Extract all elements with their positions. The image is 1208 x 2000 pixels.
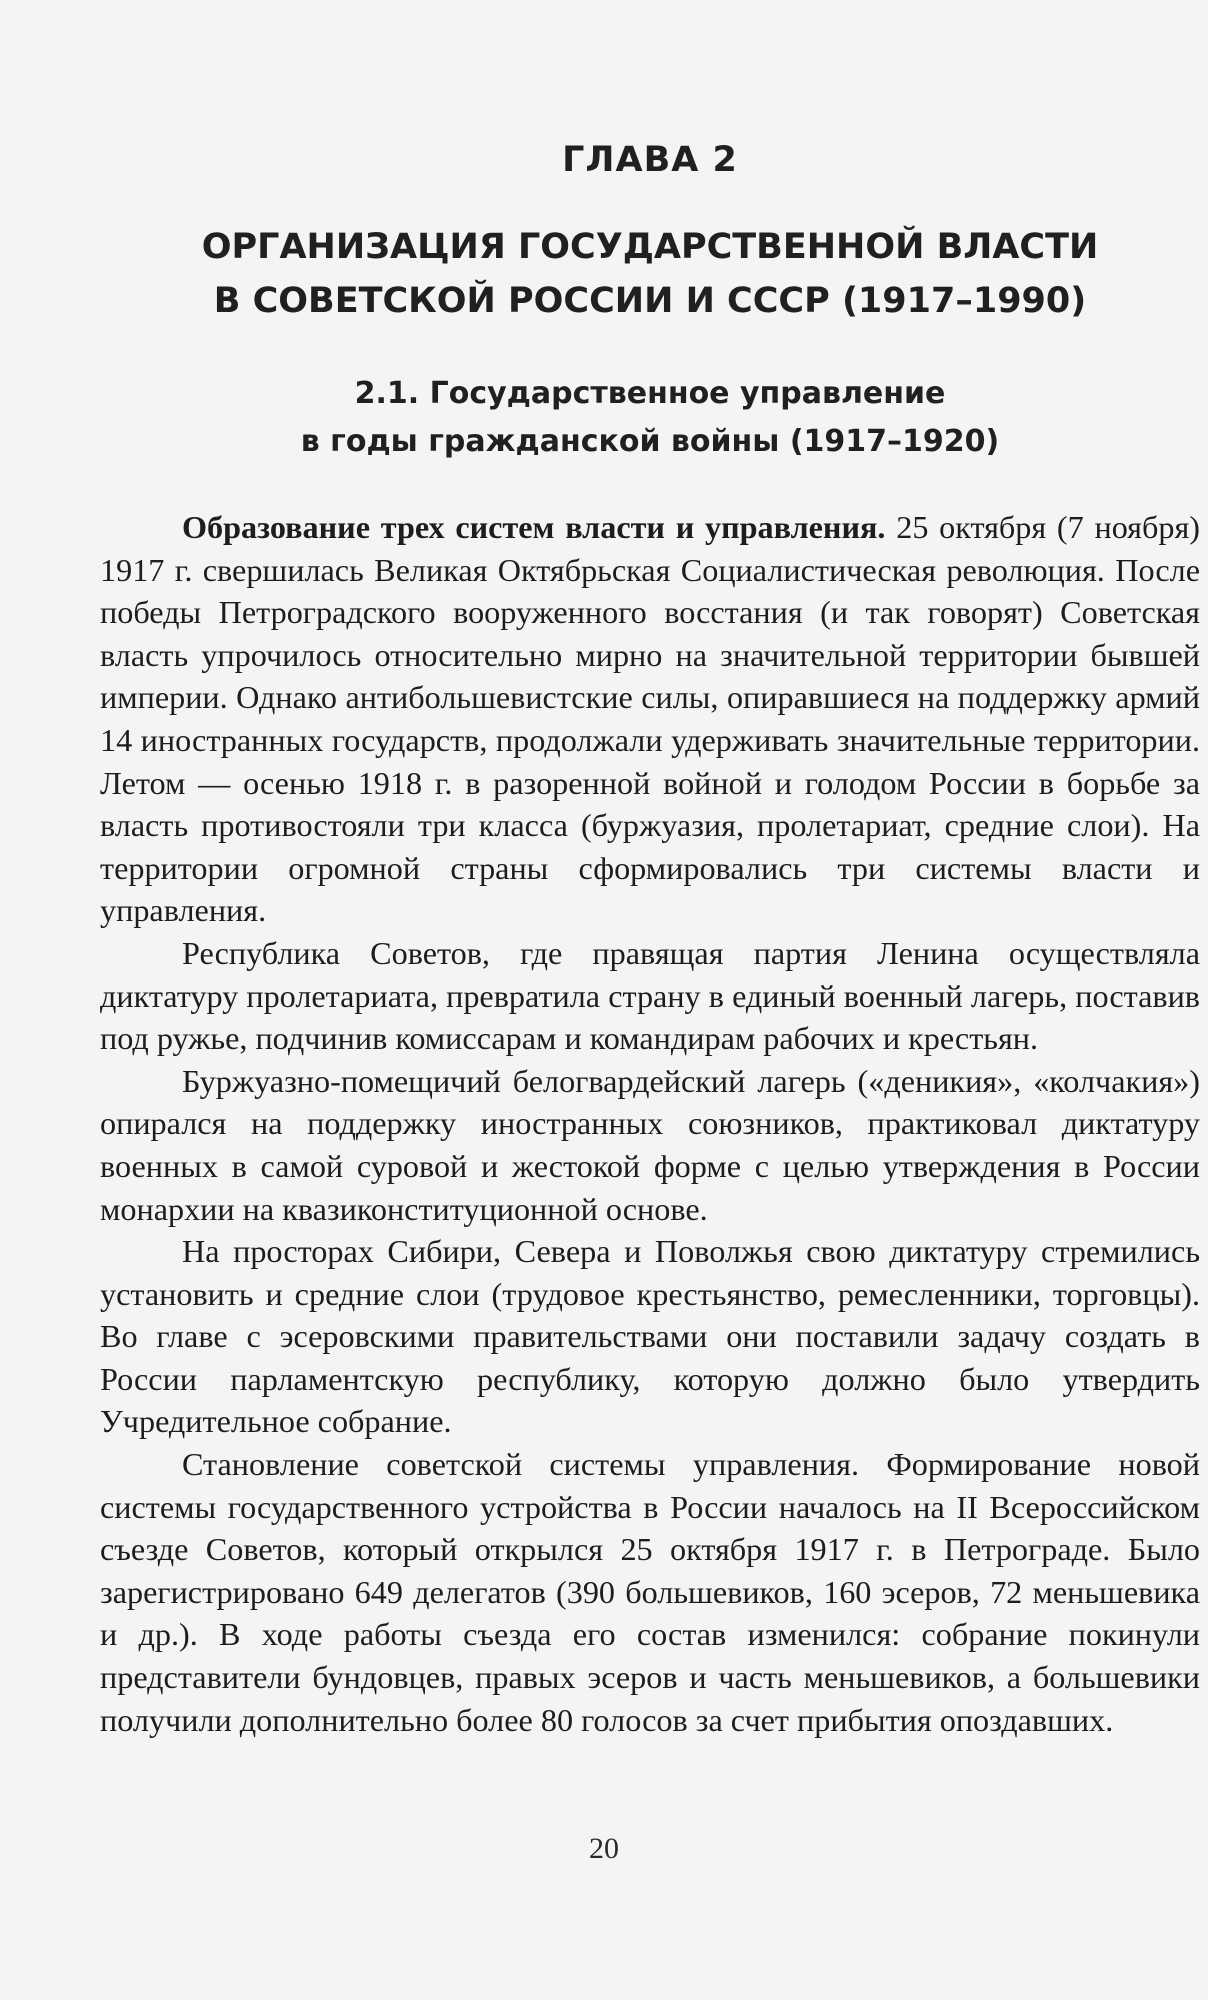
paragraph-1 — [100, 506, 1200, 932]
paragraph-5: Становление советской системы управления. Формирование новой системы государственного устройства в России началось на II Всероссийском съезде Советов, который открылся 25 октября 1917 г. в Петрограде. Было зарегистрировано 649 делегатов (390 большевиков, 160 эсеров, 72 меньшевика и др.). В ходе работы съезда его состав изменился: собрание покинули представители бундовцев, правых эсеров и часть меньшевиков, а большевики получили дополнительно более 80 голосов за счет прибытия опоздавших. — [100, 1446, 1200, 1738]
page-content — [100, 140, 1200, 1741]
chapter-label: ГЛАВА 2 — [562, 140, 738, 180]
paragraph-4: На просторах Сибири, Севера и Поволжья свою диктатуру стремились установить и средние слои (трудовое крестьянство, ремесленники, торговцы). Во главе с эсеровскими правительствами они поставили задачу создать в России парламентскую республику, которую должно было утвердить Учредительное собрание. — [100, 1233, 1200, 1440]
body-text — [100, 506, 1200, 1741]
section-title-line-2: в годы гражданской войны (1917–1920) — [300, 424, 1000, 459]
chapter-title-line-2: В СОВЕТСКОЙ РОССИИ И СССР (1917–1990) — [213, 281, 1087, 321]
chapter-title-line-1: ОРГАНИЗАЦИЯ ГОСУДАРСТВЕННОЙ ВЛАСТИ — [201, 227, 1099, 267]
paragraph-1-text: 25 октября (7 ноября) 1917 г. свершилась Великая Октябрьская Социалистическая революция. После победы Петроградского вооруженного восстания (и так говорят) Советская власть упрочилось относительно мирно на значительной территории бывшей империи. Однако антибольшевистские силы, опиравшиеся на поддержку армий 14 иностранных государств, продолжали удерживать значительные территории. Летом — осенью 1918 г. в разоренной войной и голодом России в борьбе за власть противостояли три класса (буржуазия, пролетариат, средние слои). На территории огромной страны сформировались три системы власти и управления. — [100, 509, 1200, 929]
chapter-title — [100, 220, 1200, 328]
run-in-heading: Образование трех систем власти и управления. — [182, 509, 886, 545]
paragraph-2: Республика Советов, где правящая партия Ленина осуществляла диктатуру пролетариата, превратила страну в единый военный лагерь, поставив под ружье, подчинив комиссарам и командирам рабочих и крестьян. — [100, 934, 1200, 1057]
section-title-line-1: 2.1. Государственное управление — [354, 376, 946, 411]
section-title — [100, 370, 1200, 466]
page-number: 20 — [589, 1832, 619, 1865]
paragraph-3: Буржуазно-помещичий белогвардейский лагерь («деникия», «колчакия») опирался на поддержку иностранных союзников, практиковал диктатуру военных в самой суровой и жестокой форме с целью утверждения в России монархии на квазиконституционной основе. — [100, 1062, 1200, 1227]
